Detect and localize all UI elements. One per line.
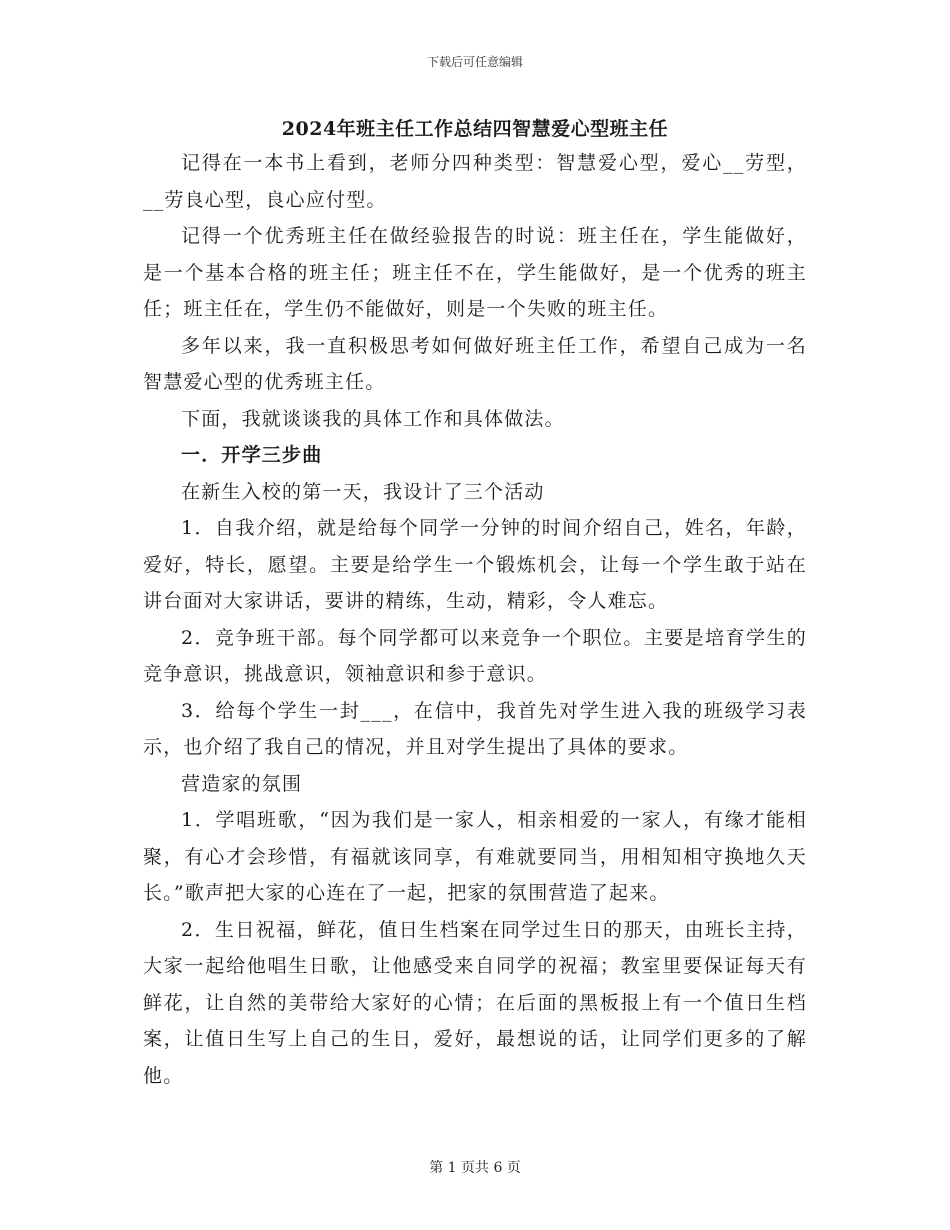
page-number: 第 1 页共 6 页 — [429, 1160, 521, 1176]
paragraph-years-thinking: 多年以来，我一直积极思考如何做好班主任工作，希望自己成为一名智慧爱心型的优秀班主任。 — [143, 334, 807, 393]
paragraph-three-activities: 在新生入校的第一天，我设计了三个活动 — [181, 480, 545, 503]
list-item-class-cadre: 2．竞争班干部。每个同学都可以来竞争一个职位。主要是培育学生的竞争意识，挑战意识，领袖意识和参于意识。 — [143, 626, 807, 685]
subheading-family-atmosphere: 营造家的氛围 — [181, 772, 303, 795]
paragraph-intro-methods: 下面，我就谈谈我的具体工作和具体做法。 — [181, 407, 565, 430]
list-item-letter: 3．给每个学生一封___，在信中，我首先对学生进入我的班级学习表示，也介绍了我自己的情况，并且对学生提出了具体的要求。 — [143, 699, 807, 758]
document-body — [143, 145, 807, 1094]
list-item-birthday-wishes: 2．生日祝福，鲜花，值日生档案在同学过生日的那天，由班长主持，大家一起给他唱生日歌，让他感受来自同学的祝福；教室里要保证每天有鲜花，让自然的美带给大家好的心情；在后面的黑板报上有一个值日生档案，让值日生写上自己的生日，爱好，最想说的话，让同学们更多的了解他。 — [143, 918, 807, 1087]
header-note: 下载后可任意编辑 — [426, 55, 523, 69]
section-heading-opening-steps: 一．开学三步曲 — [181, 444, 323, 466]
list-item-class-song: 1．学唱班歌，“因为我们是一家人，相亲相爱的一家人，有缘才能相聚，有心才会珍惜，有福就该同享，有难就要同当，用相知相守换地久天长。”歌声把大家的心连在了一起，把家的氛围营造了起来。 — [143, 809, 807, 904]
paragraph-excellent-teacher: 记得一个优秀班主任在做经验报告的时说：班主任在，学生能做好，是一个基本合格的班主任；班主任不在，学生能做好，是一个优秀的班主任；班主任在，学生仍不能做好，则是一个失败的班主任。 — [143, 225, 807, 320]
list-item-self-introduction: 1．自我介绍，就是给每个同学一分钟的时间介绍自己，姓名，年龄，爱好，特长，愿望。主要是给学生一个锻炼机会，让每一个学生敢于站在讲台面对大家讲话，要讲的精练，生动，精彩，令人难忘。 — [143, 517, 807, 612]
paragraph-teacher-types: 记得在一本书上看到，老师分四种类型：智慧爱心型，爱心__劳型，__劳良心型，良心应付型。 — [143, 152, 807, 211]
page-title: 2024年班主任工作总结四智慧爱心型班主任 — [281, 118, 669, 140]
